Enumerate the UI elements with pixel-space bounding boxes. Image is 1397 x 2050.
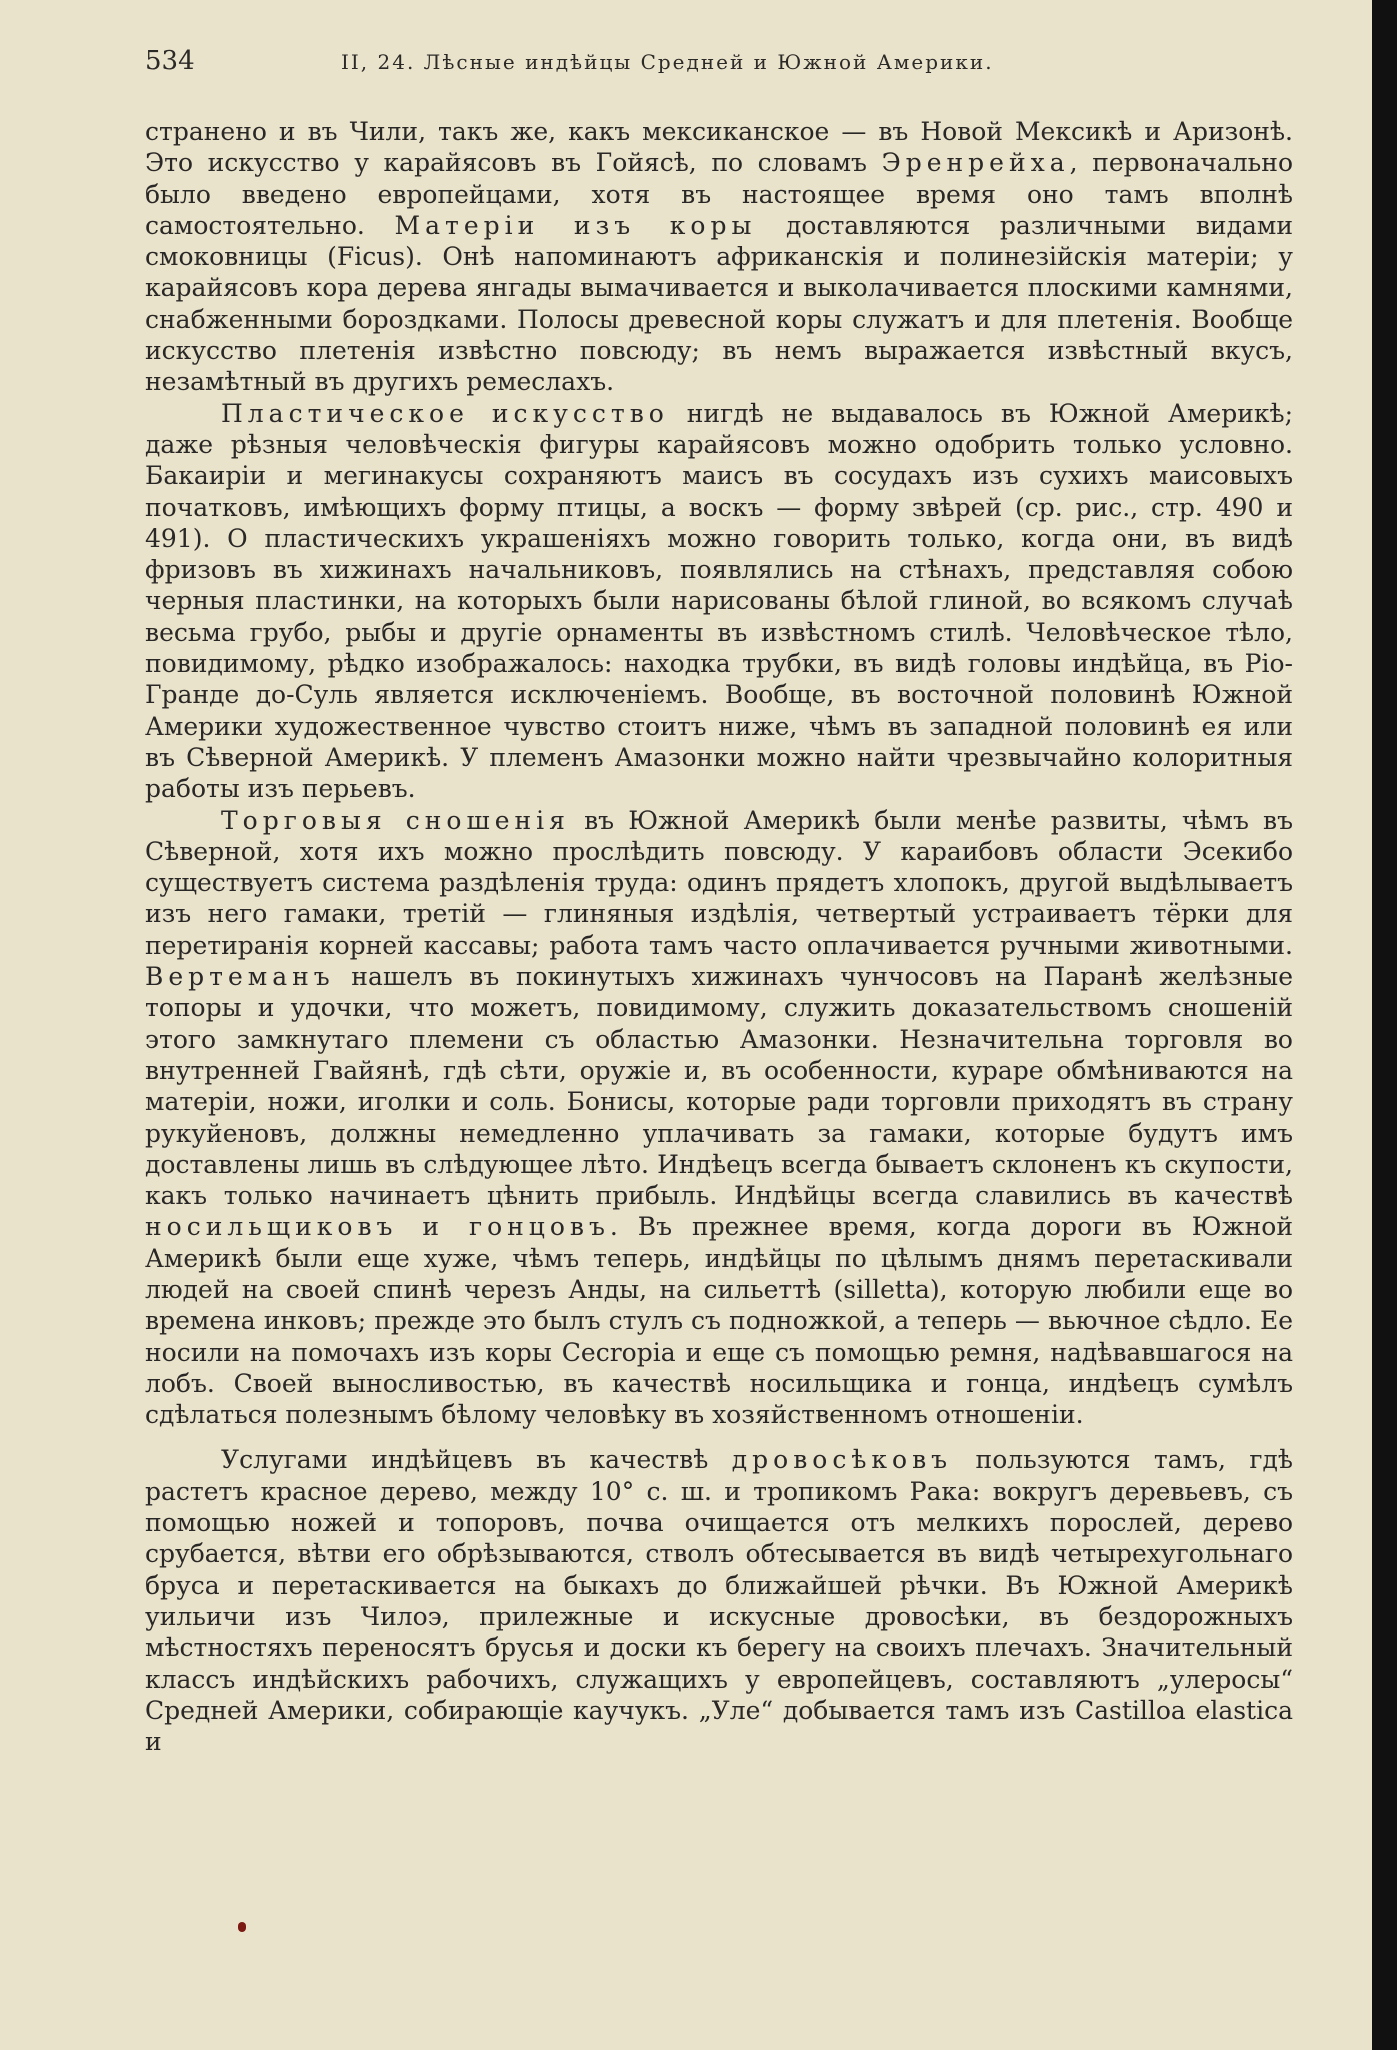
text-segment: нашелъ въ покинутыхъ хижинахъ чунчосовъ на Паранѣ желѣзные топоры и удочки, что можетъ, повидимому, служить доказательствомъ сношеній этого замкнутаго племени съ областью Амазонки. Незначительна торговля во внутренней Гвайянѣ, гдѣ сѣти, оружіе и, въ особенности, кураре обмѣниваются на матеріи, ножи, иголки и соль. Бонисы, которые ради торговли приходятъ въ страну рукуйеновъ, должны немедленно уплачивать за гамаки, которые будутъ имъ доставлены лишь въ слѣдующее лѣто. Индѣецъ всегда бываетъ склоненъ къ скупости, какъ только начинаетъ цѣнить прибыль. Индѣйцы всегда славились въ качествѣ (145, 962, 1293, 1211)
paragraph (145, 116, 1293, 398)
text-segment: нигдѣ не выдавалось въ Южной Америкѣ; даже рѣзныя человѣческія фигуры карайясовъ можно одобрить только условно. Бакаиріи и мегинакусы сохраняютъ маисъ въ сосудахъ изъ сухихъ маисовыхъ початковъ, имѣющихъ форму птицы, а воскъ — форму звѣрей (ср. рис., стр. 490 и 491). О пластическихъ украшеніяхъ можно говорить только, когда они, въ видѣ фризовъ въ хижинахъ начальниковъ, появлялись на стѣнахъ, представляя собою черныя пластинки, на которыхъ были нарисованы бѣлой глиной, во всякомъ случаѣ весьма грубо, рыбы и другіе орнаменты въ извѣстномъ стилѣ. Человѣческое тѣло, повидимому, рѣдко изображалось: находка трубки, въ видѣ головы индѣйца, въ Ріо-Гранде до-Суль является исключеніемъ. Вообще, въ восточной половинѣ Южной Америки художественное чувство стоитъ ниже, чѣмъ въ западной половинѣ ея или въ Сѣверной Америкѣ. У племенъ Амазонки можно найти чрезвычайно колоритныя работы изъ перьевъ. (145, 398, 1293, 804)
spaced-term: Торговыя сношенія (221, 805, 570, 835)
paragraph (145, 805, 1293, 1431)
spaced-term: Матеріи изъ коры (394, 210, 757, 240)
page-number: 534 (145, 46, 195, 76)
spaced-term: дровосѣковъ (731, 1445, 953, 1475)
text-segment: пользуются тамъ, гдѣ растетъ красное дерево, между 10° с. ш. и тропикомъ Рака: вокругъ деревьевъ, съ помощью ножей и топоровъ, почва очищается отъ мелкихъ порослей, дерево срубается, вѣтви его обрѣзываются, стволъ обтесывается въ видѣ четырехугольнаго бруса и перетаскивается на быкахъ до ближайшей рѣчки. Въ Южной Америкѣ уильичи изъ Чилоэ, прилежные и искусные дровосѣки, въ бездорожныхъ мѣстностяхъ переносятъ брусья и доски къ берегу на своихъ плечахъ. Значительный классъ индѣйскихъ рабочихъ, служащихъ у европейцевъ, составляютъ „улеросы“ Средней Америки, собирающіе каучукъ. „Уле“ добывается тамъ изъ Castilloa elastica и (145, 1445, 1293, 1757)
body-text (145, 116, 1293, 1757)
page-edge (1372, 0, 1397, 2050)
page-header (145, 44, 1295, 84)
spaced-term: носильщиковъ и гонцовъ (145, 1212, 610, 1242)
text-segment: доставляются различными видами смоковницы (Ficus). Онѣ напоминаютъ африканскія и полинезійскія матеріи; у карайясовъ кора дерева янгады вымачивается и выколачивается плоскими камнями, снабженными бороздками. Полосы древесной коры служатъ и для плетенія. Вообще искусство плетенія извѣстно повсюду; въ немъ выражается извѣстный вкусъ, незамѣтный въ другихъ ремеслахъ. (145, 210, 1293, 397)
spaced-term: Вертеманъ (145, 962, 335, 992)
text-segment: въ Южной Америкѣ были менѣе развиты, чѣмъ въ Сѣверной, хотя ихъ можно прослѣдить повсюду. У караибовъ области Эсекибо существуетъ система раздѣленія труда: одинъ прядетъ хлопокъ, другой выдѣлываетъ изъ него гамаки, третій — глиняныя издѣлія, четвертый устраиваетъ тёрки для перетиранія корней кассавы; работа тамъ часто оплачивается ручными животными. (145, 805, 1293, 960)
spaced-term: Пластическое искусство (221, 398, 669, 428)
ink-mark (238, 1922, 246, 1932)
paragraph (145, 1444, 1293, 1757)
paragraph (145, 398, 1293, 805)
text-segment: Услугами индѣйцевъ въ качествѣ (221, 1445, 732, 1475)
text-segment: странено и въ Чили, такъ же, какъ мексиканское — въ Новой Мексикѣ и Аризонѣ. Это искусство у карайясовъ въ Гойясѣ, по словамъ (145, 117, 1293, 178)
text-segment: . Въ прежнее время, когда дороги въ Южной Америкѣ были еще хуже, чѣмъ теперь, индѣйцы по цѣлымъ днямъ перетаскивали людей на своей спинѣ черезъ Анды, на сильеттѣ (silletta), которую любили еще во времена инковъ; прежде это былъ стулъ съ подножкой, а теперь — вьючное сѣдло. Ее носили на помочахъ изъ коры Cecropia и еще съ помощью ремня, надѣвавшагося на лобъ. Своей выносливостью, въ качествѣ носильщика и гонца, индѣецъ сумѣлъ сдѣлаться полезнымъ бѣлому человѣку въ хозяйственномъ отношеніи. (145, 1212, 1293, 1430)
running-head: II, 24. Лѣсные индѣйцы Средней и Южной Америки. (341, 50, 994, 74)
text-segment: , первоначально было введено европейцами, хотя въ настоящее время оно тамъ вполнѣ самостоятельно. (145, 148, 1294, 240)
spaced-term: Эренрейха (881, 148, 1070, 178)
